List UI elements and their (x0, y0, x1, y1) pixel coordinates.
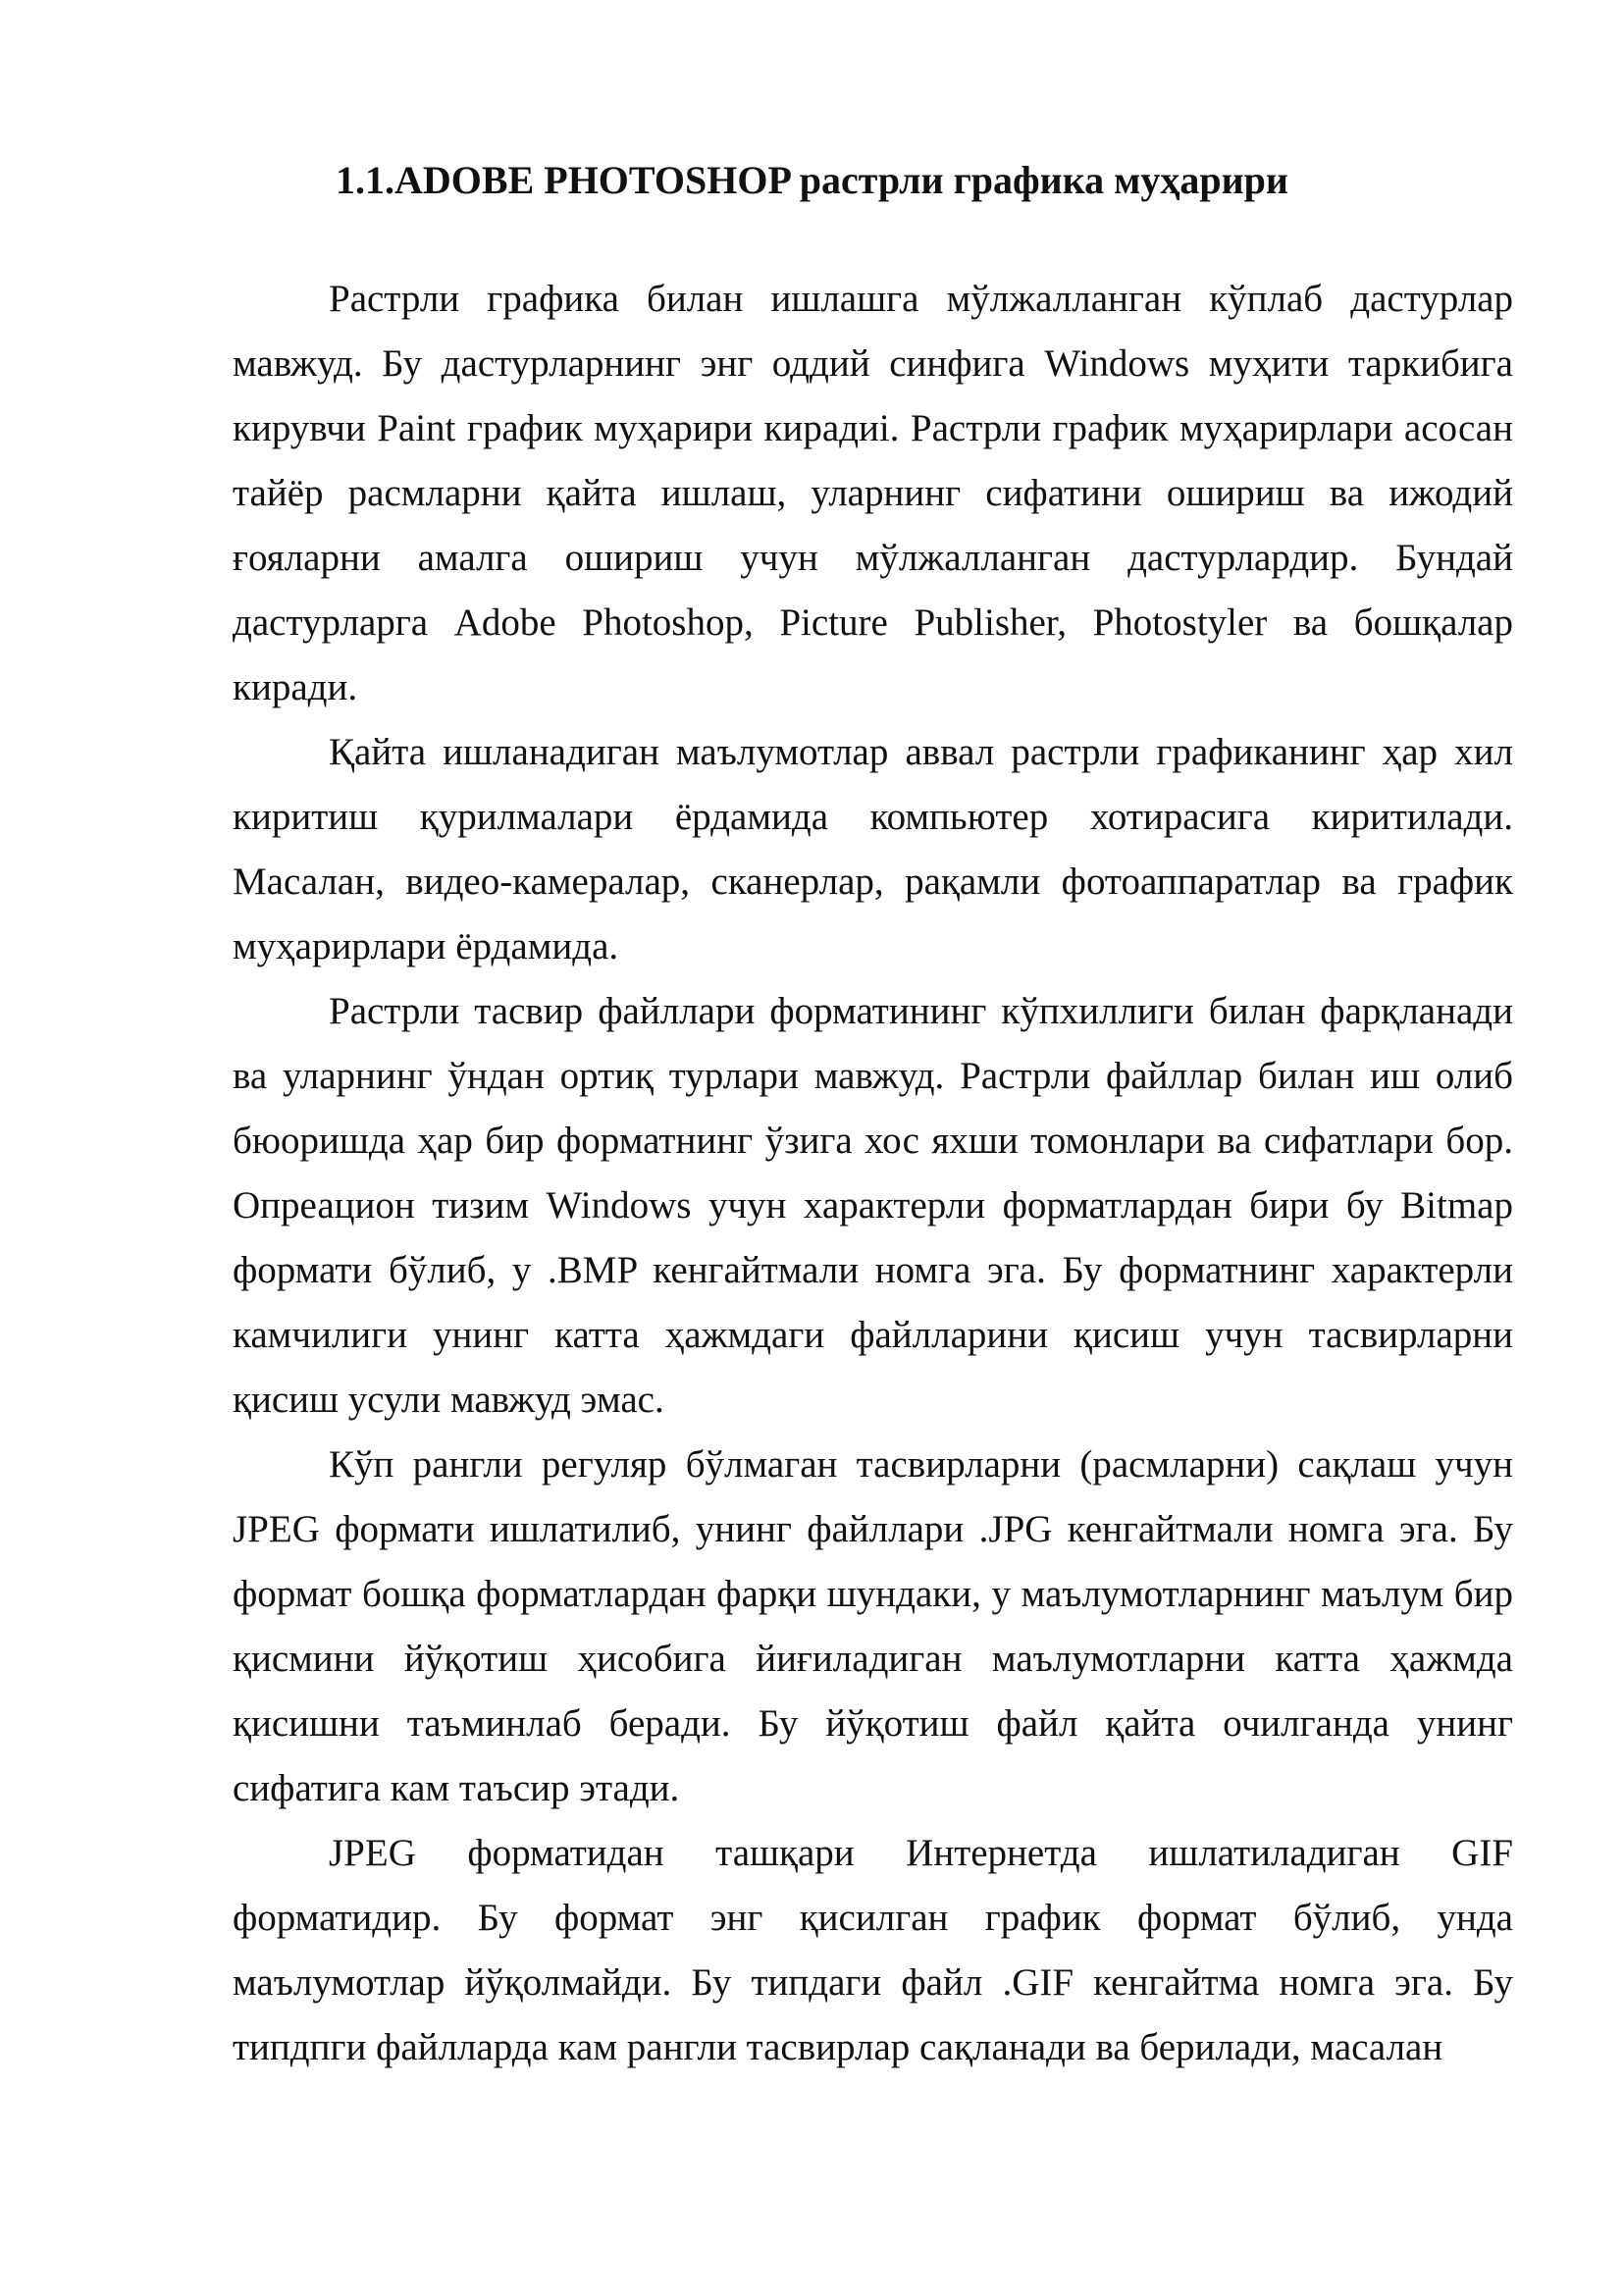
paragraph: JPEG форматидан ташқари Интернетда ишлатиладиган GIF форматидир. Бу формат энг қисилган график формат бўлиб, унда маълумотлар йўқолмайди. Бу типдаги файл .GIF кенгайтма номга эга. Бу типдпги файлларда кам рангли тасвирлар сақланади ва берилади, масалан (233, 1832, 1513, 2068)
paragraph: Кўп рангли регуляр бўлмаган тасвирларни (расмларни) сақлаш учун JPEG формати ишлатилиб, унинг файллари .JPG кенгайтмали номга эга. Бу формат бошқа форматлардан фарқи шундаки, у маълумотларнинг маълум бир қисмини йўқотиш ҳисобига йиғиладиган маълумотларни катта ҳажмда қисишни таъминлаб беради. Бу йўқотиш файл қайта очилганда унинг сифатига кам таъсир этади. (233, 1443, 1513, 1809)
document-title: 1.1.ADOBE PHOTOSHOP растрли графика муҳарири (336, 158, 1288, 202)
paragraph: Растрли графика билан ишлашга мўлжалланган кўплаб дастурлар мавжуд. Бу дастурларнинг энг оддий синфига Windows муҳити таркибига кирувчи Paint график муҳарири кирадиi. Растрли график муҳарирлари асосан тайёр расмларни қайта ишлаш, уларнинг сифатини ошириш ва ижодий ғояларни амалга ошириш учун мўлжалланган дастурлардир. Бундай дастурларга Adobe Photoshop, Picture Publisher, Photostyler ва бошқалар киради. (233, 278, 1513, 708)
document-body (233, 267, 1513, 2080)
paragraph: Растрли тасвир файллари форматининг кўпхиллиги билан фарқланади ва уларнинг ўндан ортиқ турлари мавжуд. Растрли файллар билан иш олиб бюоришда ҳар бир форматнинг ўзига хос яхши томонлари ва сифатлари бор. Опреацион тизим Windows учун характерли форматлардан бири бу Bitmap формати бўлиб, у .BMP кенгайтмали номга эга. Бу форматнинг характерли камчилиги унинг катта ҳажмдаги файлларини қисиш учун тасвирларни қисиш усули мавжуд эмас. (233, 990, 1513, 1421)
paragraph: Қайта ишланадиган маълумотлар аввал растрли графиканинг ҳар хил киритиш қурилмалари ёрдамида компьютер хотирасига киритилади. Масалан, видео-камералар, сканерлар, рақамли фотоаппаратлар ва график муҳарирлари ёрдамида. (233, 731, 1513, 967)
